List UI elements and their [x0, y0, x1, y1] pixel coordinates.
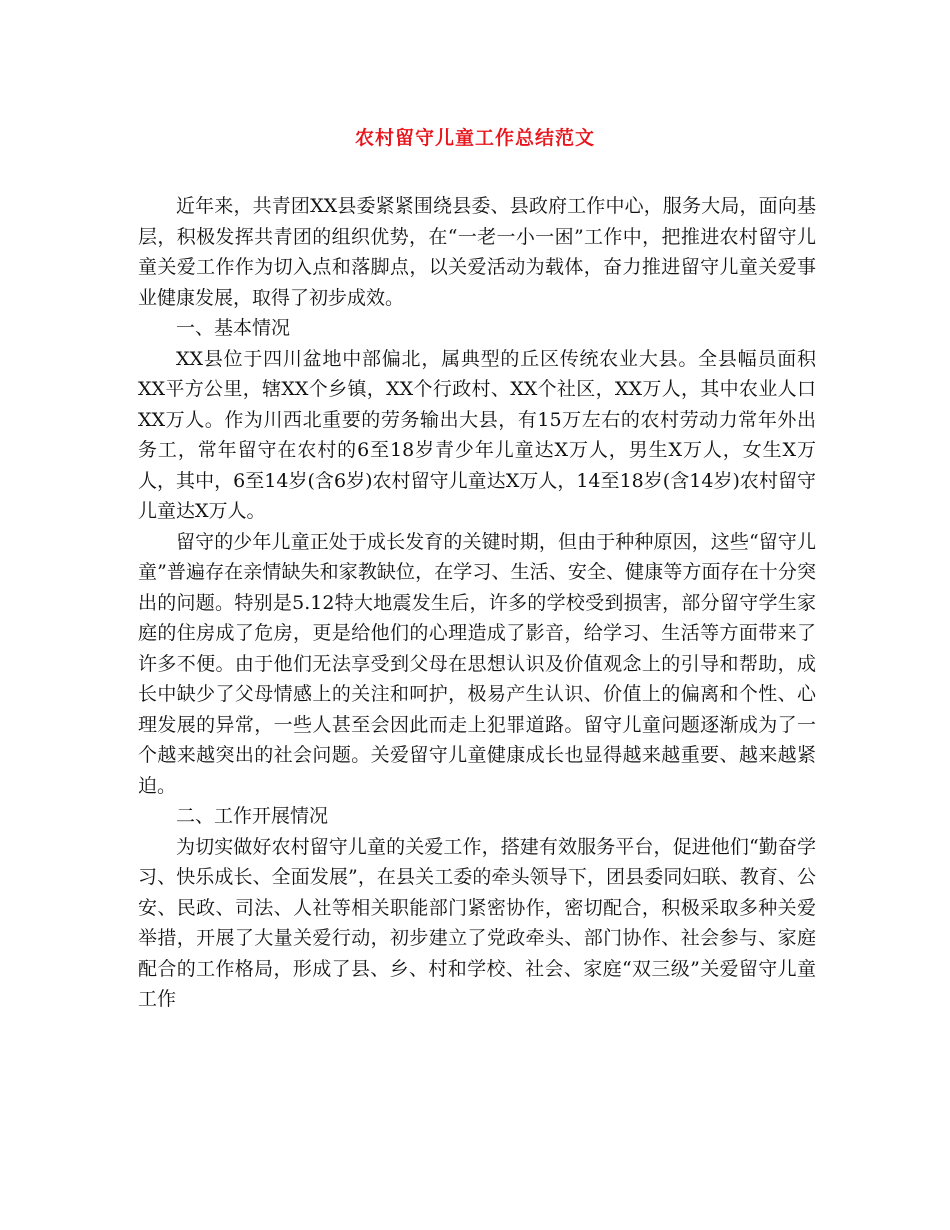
paragraph-intro: 近年来，共青团XX县委紧紧围绕县委、县政府工作中心，服务大局，面向基层，积极发挥共青团的组织优势，在“一老一小一困”工作中，把推进农村留守儿童关爱工作作为切入点和落脚点，以关爱活动为载体，奋力推进留守儿童关爱事业健康发展，取得了初步成效。 — [138, 195, 816, 309]
section-heading-work-progress: 二、工作开展情况 — [176, 805, 329, 827]
paragraph-basic-situation: XX县位于四川盆地中部偏北，属典型的丘区传统农业大县。全县幅员面积XX平方公里，辖XX个乡镇，XX个行政村、XX个社区，XX万人，其中农业人口XX万人。作为川西北重要的劳务输出大县，有15万左右的农村劳动力常年外出务工，常年留守在农村的6至18岁青少年儿童达X万人，男生X万人，女生X万人，其中，6至14岁(含6岁)农村留守儿童达X万人，14至18岁(含14岁)农村留守儿童达X万人。 — [138, 347, 816, 522]
document-body — [138, 191, 816, 1015]
paragraph-problems: 留守的少年儿童正处于成长发育的关键时期，但由于种种原因，这些“留守儿童”普遍存在亲情缺失和家教缺位，在学习、生活、安全、健康等方面存在十分突出的问题。特别是5.12特大地震发生后，许多的学校受到损害，部分留守学生家庭的住房成了危房，更是给他们的心理造成了影音，给学习、生活等方面带来了许多不便。由于他们无法享受到父母在思想认识及价值观念上的引导和帮助，成长中缺少了父母情感上的关注和呵护，极易产生认识、价值上的偏离和个性、心理发展的异常，一些人甚至会因此而走上犯罪道路。留守儿童问题逐渐成为了一个越来越突出的社会问题。关爱留守儿童健康成长也显得越来越重要、越来越紧迫。 — [138, 530, 816, 797]
paragraph-work-progress: 为切实做好农村留守儿童的关爱工作，搭建有效服务平台，促进他们“勤奋学习、快乐成长、全面发展”，在县关工委的牵头领导下，团县委同妇联、教育、公安、民政、司法、人社等相关职能部门紧密协作，密切配合，积极采取多种关爱举措，开展了大量关爱行动，初步建立了党政牵头、部门协作、社会参与、家庭配合的工作格局，形成了县、乡、村和学校、社会、家庭“双三级”关爱留守儿童工作 — [138, 835, 816, 1010]
document-title: 农村留守儿童工作总结范文 — [354, 127, 595, 149]
section-heading-basic-situation: 一、基本情况 — [176, 317, 291, 339]
